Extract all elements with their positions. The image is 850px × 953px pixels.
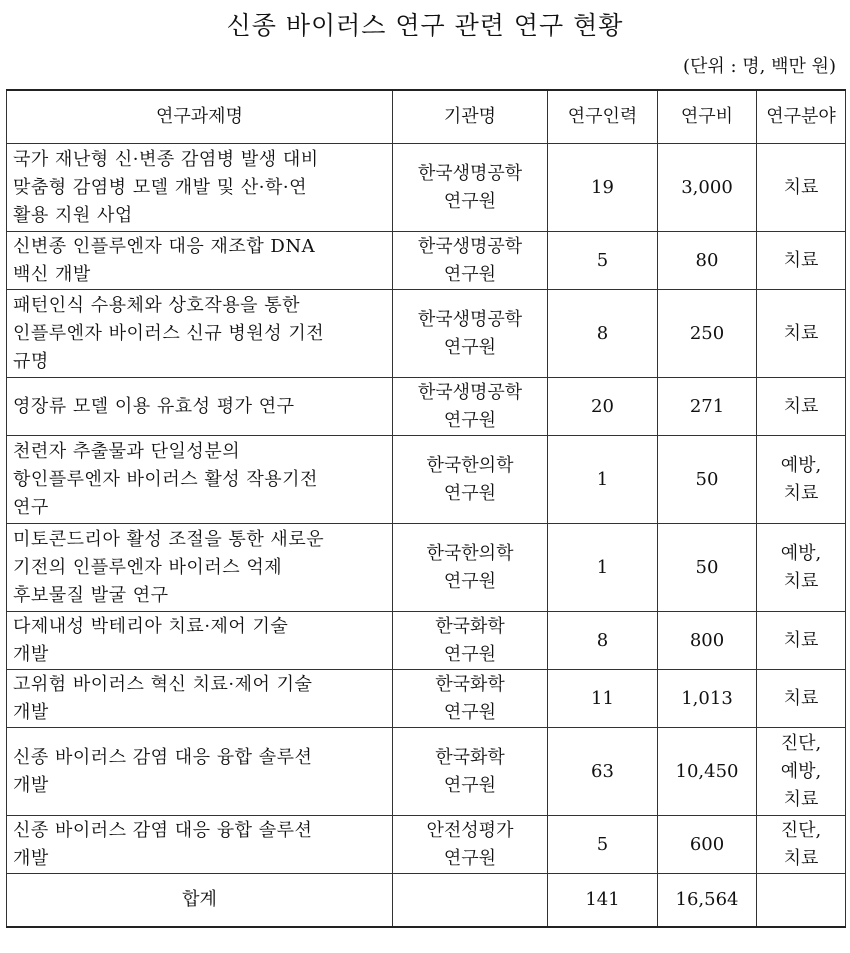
field-cell [757, 290, 846, 378]
field-cell [757, 728, 846, 816]
header-budget: 연구비 [658, 90, 757, 144]
project-name-line: 백신 개발 [13, 263, 91, 285]
project-name-cell [7, 232, 393, 290]
field-line: 치료 [783, 322, 819, 344]
project-name-line: 개발 [13, 847, 49, 869]
staff-cell: 5 [548, 232, 658, 290]
field-cell [757, 524, 846, 612]
staff-cell: 20 [548, 378, 658, 436]
project-name-cell [7, 290, 393, 378]
total-budget: 16,564 [658, 874, 757, 928]
total-row [7, 874, 846, 928]
field-line: 치료 [783, 687, 819, 709]
field-line: 예방, [780, 454, 822, 476]
institution-cell [393, 816, 548, 874]
institution-cell [393, 524, 548, 612]
field-line: 치료 [783, 395, 819, 417]
project-name-line: 활용 지원 사업 [13, 204, 133, 226]
project-name-line: 고위험 바이러스 혁신 치료·제어 기술 [13, 673, 313, 695]
institution-cell [393, 144, 548, 232]
project-name-line: 미토콘드리아 활성 조절을 통한 새로운 [13, 528, 325, 550]
institution-line: 연구원 [443, 263, 497, 285]
institution-cell [393, 290, 548, 378]
table-header-row [7, 90, 846, 144]
field-line: 치료 [783, 249, 819, 271]
institution-line: 한국생명공학 [417, 235, 523, 257]
project-name-line: 개발 [13, 643, 49, 665]
project-name-line: 신변종 인플루엔자 대응 재조합 DNA [13, 235, 316, 257]
field-cell [757, 144, 846, 232]
header-project-name: 연구과제명 [7, 90, 393, 144]
total-staff: 141 [548, 874, 658, 928]
field-line: 진단, [780, 732, 822, 754]
staff-cell: 19 [548, 144, 658, 232]
unit-note: (단위 : 명, 백만 원) [682, 56, 836, 77]
field-line: 진단, [780, 819, 822, 841]
total-label: 합계 [7, 874, 393, 928]
field-line: 예방, [780, 542, 822, 564]
project-name-line: 개발 [13, 701, 49, 723]
institution-line: 연구원 [443, 570, 497, 592]
project-name-line: 후보물질 발굴 연구 [13, 584, 169, 606]
budget-cell: 1,013 [658, 670, 757, 728]
budget-cell: 800 [658, 612, 757, 670]
field-cell [757, 436, 846, 524]
table-row [7, 436, 846, 524]
project-name-cell [7, 612, 393, 670]
header-staff: 연구인력 [548, 90, 658, 144]
project-name-line: 기전의 인플루엔자 바이러스 억제 [13, 556, 283, 578]
institution-line: 한국한의학 [426, 542, 514, 564]
institution-cell [393, 728, 548, 816]
field-cell [757, 816, 846, 874]
field-line: 치료 [783, 788, 819, 810]
institution-line: 연구원 [443, 336, 497, 358]
project-name-line: 맞춤형 감염병 모델 개발 및 산·학·연 [13, 176, 307, 198]
institution-cell [393, 378, 548, 436]
project-name-cell [7, 728, 393, 816]
field-line: 치료 [783, 629, 819, 651]
project-name-line: 다제내성 박테리아 치료·제어 기술 [13, 615, 289, 637]
budget-cell: 3,000 [658, 144, 757, 232]
field-line: 치료 [783, 482, 819, 504]
institution-line: 한국화학 [435, 615, 505, 637]
project-name-line: 규명 [13, 350, 49, 372]
project-name-line: 패턴인식 수용체와 상호작용을 통한 [13, 294, 300, 316]
project-name-cell [7, 670, 393, 728]
project-name-line: 국가 재난형 신·변종 감염병 발생 대비 [13, 148, 319, 170]
project-name-line: 신종 바이러스 감염 대응 융합 솔루션 [13, 819, 313, 841]
total-institution [393, 874, 548, 928]
project-name-line: 개발 [13, 774, 49, 796]
table-row [7, 670, 846, 728]
table-row [7, 290, 846, 378]
table-row [7, 232, 846, 290]
institution-line: 연구원 [443, 701, 497, 723]
institution-line: 한국생명공학 [417, 162, 523, 184]
project-name-line: 신종 바이러스 감염 대응 융합 솔루션 [13, 746, 313, 768]
staff-cell: 5 [548, 816, 658, 874]
project-name-line: 연구 [13, 496, 49, 518]
institution-cell [393, 232, 548, 290]
field-line: 치료 [783, 847, 819, 869]
institution-line: 한국생명공학 [417, 308, 523, 330]
project-name-line: 항인플루엔자 바이러스 활성 작용기전 [13, 468, 318, 490]
project-name-cell [7, 436, 393, 524]
institution-line: 연구원 [443, 190, 497, 212]
institution-line: 한국화학 [435, 673, 505, 695]
field-cell [757, 232, 846, 290]
institution-line: 연구원 [443, 774, 497, 796]
institution-line: 연구원 [443, 643, 497, 665]
staff-cell: 63 [548, 728, 658, 816]
table-row [7, 378, 846, 436]
research-table [6, 89, 846, 928]
staff-cell: 8 [548, 612, 658, 670]
staff-cell: 1 [548, 436, 658, 524]
project-name-cell [7, 378, 393, 436]
project-name-cell [7, 816, 393, 874]
table-row [7, 524, 846, 612]
header-field: 연구분야 [757, 90, 846, 144]
staff-cell: 1 [548, 524, 658, 612]
institution-line: 한국한의학 [426, 454, 514, 476]
table-row [7, 144, 846, 232]
table-row [7, 612, 846, 670]
staff-cell: 11 [548, 670, 658, 728]
project-name-line: 천련자 추출물과 단일성분의 [13, 440, 241, 462]
table-row [7, 816, 846, 874]
budget-cell: 271 [658, 378, 757, 436]
field-line: 치료 [783, 176, 819, 198]
institution-line: 연구원 [443, 482, 497, 504]
project-name-cell [7, 144, 393, 232]
budget-cell: 50 [658, 524, 757, 612]
budget-cell: 250 [658, 290, 757, 378]
project-name-line: 영장류 모델 이용 유효성 평가 연구 [13, 395, 295, 417]
institution-line: 한국화학 [435, 746, 505, 768]
project-name-cell [7, 524, 393, 612]
table-row [7, 728, 846, 816]
document-title: 신종 바이러스 연구 관련 연구 현황 [226, 11, 624, 40]
budget-cell: 80 [658, 232, 757, 290]
total-field [757, 874, 846, 928]
budget-cell: 50 [658, 436, 757, 524]
institution-line: 안전성평가 [426, 819, 514, 841]
field-cell [757, 378, 846, 436]
table-body [7, 144, 846, 874]
header-institution: 기관명 [393, 90, 548, 144]
institution-line: 연구원 [443, 847, 497, 869]
institution-cell [393, 436, 548, 524]
institution-line: 연구원 [443, 409, 497, 431]
budget-cell: 600 [658, 816, 757, 874]
institution-cell [393, 612, 548, 670]
budget-cell: 10,450 [658, 728, 757, 816]
institution-cell [393, 670, 548, 728]
field-cell [757, 612, 846, 670]
project-name-line: 인플루엔자 바이러스 신규 병원성 기전 [13, 322, 325, 344]
field-line: 예방, [780, 760, 822, 782]
institution-line: 한국생명공학 [417, 381, 523, 403]
staff-cell: 8 [548, 290, 658, 378]
field-line: 치료 [783, 570, 819, 592]
field-cell [757, 670, 846, 728]
